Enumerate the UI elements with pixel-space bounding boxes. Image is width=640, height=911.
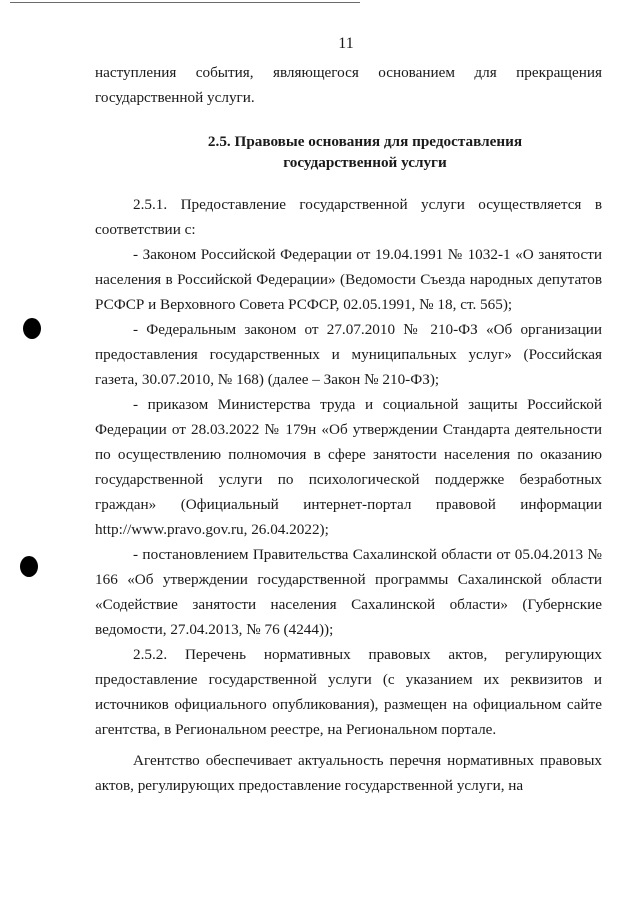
punch-hole-top (23, 318, 41, 339)
paragraph-2-5-1: 2.5.1. Предоставление государственной услуги осуществляется в соответствии с: (95, 196, 602, 238)
section-heading-line-2: государственной услуги (283, 154, 447, 171)
list-item-resolution-166: - постановлением Правительства Сахалинской области от 05.04.2013 № 166 «Об утверждении государственной программы Сахалинской области «Содействие занятости населения Сахалинской области» (Губернские ведомости, 27.04.2013, № 76 (4244)); (95, 546, 602, 638)
paragraph-agency: Агентство обеспечивает актуальность перечня нормативных правовых актов, регулирующих предоставление государственной услуги, на (95, 752, 602, 794)
paragraph-2-5-2: 2.5.2. Перечень нормативных правовых актов, регулирующих предоставление государственной услуги (с указанием их реквизитов и источников официального опубликования), размещен на официальном сайте агентства, в Региональном реестре, на Региональном портале. (95, 646, 602, 738)
section-heading-line-1: 2.5. Правовые основания для предоставления (207, 133, 523, 150)
page-number: 11 (338, 35, 354, 52)
section-heading (120, 131, 610, 173)
punch-hole-bottom (20, 556, 38, 577)
intro-paragraph: наступления события, являющегося основанием для прекращения государственной услуги. (95, 64, 602, 106)
list-item-law-210: - Федеральным законом от 27.07.2010 № 210-ФЗ «Об организации предоставления государственных и муниципальных услуг» (Российская газета, 30.07.2010, № 168) (далее – Закон № 210-ФЗ); (95, 321, 602, 388)
list-item-law-1032: - Законом Российской Федерации от 19.04.1991 № 1032-1 «О занятости населения в Российской Федерации» (Ведомости Съезда народных депутатов РСФСР и Верховного Совета РСФСР, 02.05.1991, № 18, ст. 565); (95, 246, 602, 313)
list-item-order-179n: - приказом Министерства труда и социальной защиты Российской Федерации от 28.03.2022 № 179н «Об утверждении Стандарта деятельности по осуществлению полномочия в сфере занятости населения по оказанию государственной услуги по психологической поддержке безработных граждан» (Официальный интернет-портал правовой информации http://www.pravo.gov.ru, 26.04.2022); (95, 396, 602, 538)
body-text (95, 192, 602, 798)
scan-edge-line (10, 2, 360, 3)
intro-block (95, 60, 602, 110)
